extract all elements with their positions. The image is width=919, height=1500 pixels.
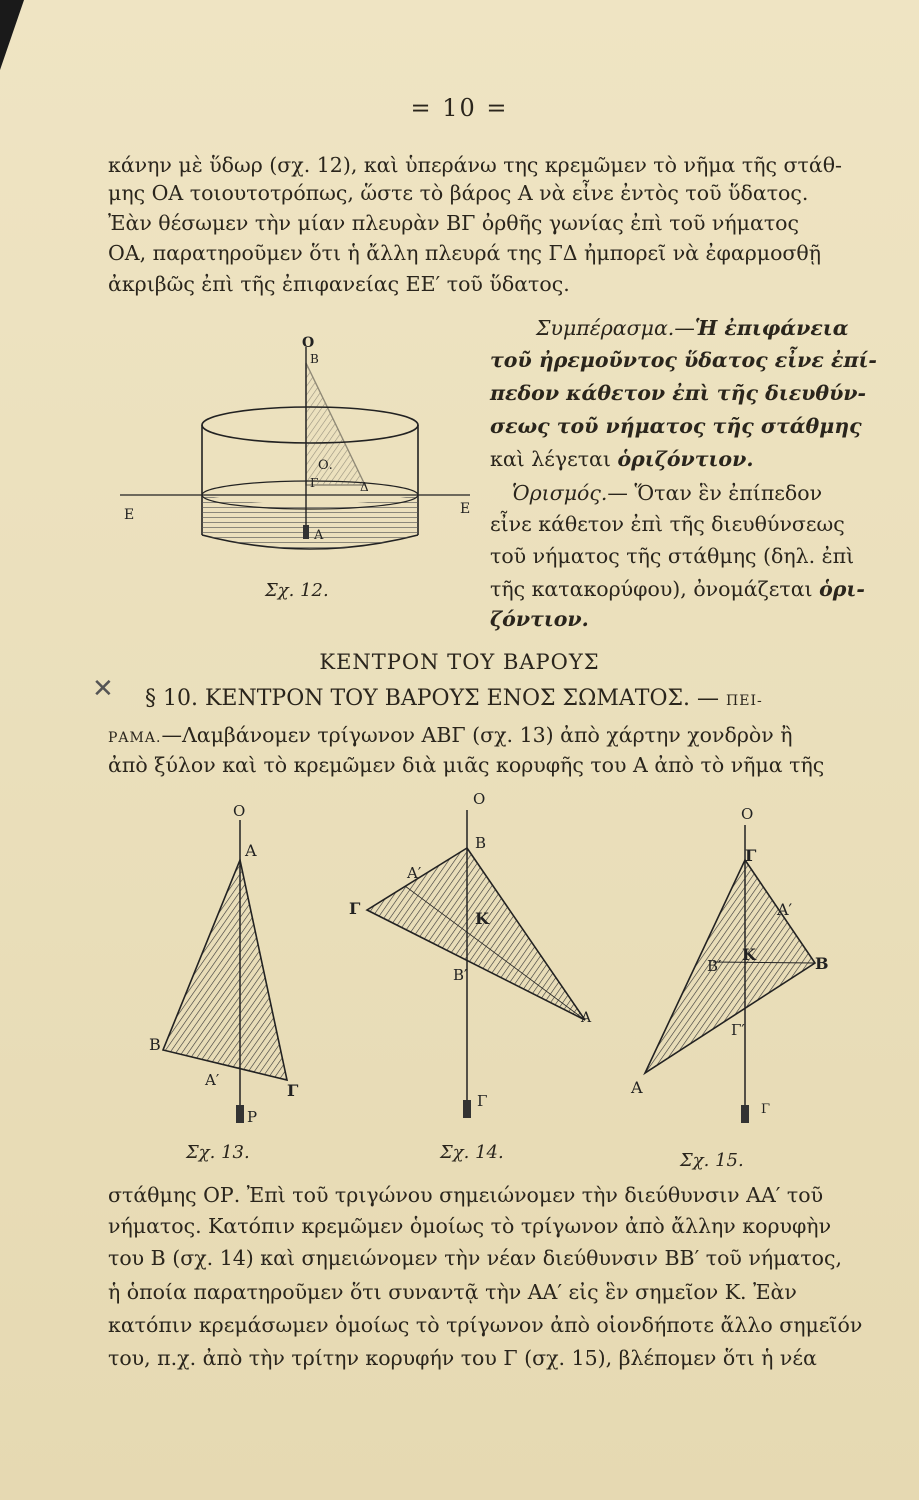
- text-line: νήματος. Κατόπιν κρεμῶμεν ὁμοίως τὸ τρίγωνον ἀπὸ ἄλλην κορυφὴν: [108, 1214, 832, 1238]
- text-line: Ἐὰν θέσωμεν τὴν μίαν πλευρὰν ΒΓ ὀρθῆς γωνίας ἐπὶ τοῦ νήματος: [108, 211, 800, 235]
- fig14-label-a: Α: [581, 1010, 592, 1026]
- fig13-label-a2: Α′: [205, 1071, 220, 1089]
- fig12-label-o: Ο: [302, 335, 315, 351]
- conclusion-label: Συμπέρασμα.: [536, 316, 675, 340]
- fig15-label-k: Κ: [742, 945, 756, 964]
- fig15-label-a: Α: [631, 1078, 643, 1097]
- triangle-abg: [645, 860, 815, 1073]
- page-number: = 10 =: [410, 94, 509, 122]
- water-body: [202, 495, 418, 549]
- fig15-label-b: Β: [815, 954, 829, 973]
- fig13-label-p: Ρ: [247, 1108, 258, 1126]
- definition-text: εἶνε κάθετον ἐπὶ τῆς διευθύνσεως: [490, 512, 845, 536]
- fig15-label-g3: Γ: [761, 1102, 771, 1117]
- fig15-label-o: Ο: [741, 805, 754, 823]
- fig12-label-a: Α: [314, 528, 324, 543]
- fig14-label-k: Κ: [475, 909, 489, 928]
- fig12-label-e: Ε: [124, 507, 135, 523]
- section-label: ΠΕΙ-: [726, 693, 763, 709]
- fig13-label-o: Ο: [233, 802, 246, 820]
- fig15-label-a2: Α′: [777, 900, 793, 919]
- fig14-label-a2: Α′: [407, 864, 422, 882]
- section-title: § 10. ΚΕΝΤΡΟΝ ΤΟΥ ΒΑΡΟΥΣ ΕΝΟΣ ΣΩΜΑΤΟΣ.: [145, 686, 691, 711]
- section-heading: ΚΕΝΤΡΟΝ ΤΟΥ ΒΑΡΟΥΣ: [319, 650, 600, 674]
- figure-15-caption: Σχ. 15.: [680, 1150, 744, 1171]
- conclusion-text: σεως τοῦ νήματος τῆς στάθμης: [490, 414, 862, 438]
- pencil-mark: ✕: [92, 674, 114, 704]
- text-line: ΡΑΜΑ.—Λαμβάνομεν τρίγωνον ΑΒΓ (σχ. 13) ἀπὸ χάρτην χονδρὸν ἢ: [108, 723, 793, 747]
- text-line: ἀκριβῶς ἐπὶ τῆς ἐπιφανείας ΕΕ′ τοῦ ὕδατος.: [108, 272, 570, 296]
- definition-text: Ὁρισμός.— Ὅταν ἓν ἐπίπεδον: [512, 481, 823, 505]
- definition-label: Ὁρισμός.: [512, 481, 608, 505]
- torn-corner: [0, 0, 24, 70]
- conclusion-text: καὶ λέγεται ὁριζόντιον.: [490, 447, 754, 471]
- fig14-label-b2: Β′: [453, 966, 468, 984]
- definition-text: τοῦ νήματος τῆς στάθμης (δηλ. ἐπὶ: [490, 544, 855, 568]
- fig12-label-d: Δ: [360, 480, 369, 494]
- fig12-label-e2: Ε: [460, 501, 471, 517]
- figure-12-vessel: [110, 335, 490, 595]
- figure-14-caption: Σχ. 14.: [440, 1142, 504, 1163]
- figure-14: [345, 790, 605, 1130]
- text-line: κάνην μὲ ὕδωρ (σχ. 12), καὶ ὑπεράνω της κρεμῶμεν τὸ νῆμα τῆς στάθ-: [108, 153, 842, 177]
- figure-13-caption: Σχ. 13.: [186, 1142, 250, 1163]
- fig14-label-g2: Γ: [477, 1092, 488, 1110]
- section-label: ΡΑΜΑ.: [108, 730, 162, 746]
- text-line: ἀπὸ ξύλον καὶ τὸ κρεμῶμεν διὰ μιᾶς κορυφῆς του Α ἀπὸ τὸ νῆμα τῆς: [108, 753, 825, 777]
- conclusion-text: πεδον κάθετον ἐπὶ τῆς διευθύν-: [490, 381, 867, 405]
- fig14-label-g: Γ: [349, 899, 361, 918]
- text-line: μης ΟΑ τοιουτοτρόπως, ὥστε τὸ βάρος Α νὰ εἶνε ἐντὸς τοῦ ὕδατος.: [108, 181, 809, 205]
- definition-text: ζόντιον.: [490, 607, 589, 631]
- fig13-label-g: Γ: [287, 1081, 299, 1100]
- triangle-abg: [163, 860, 287, 1080]
- figure-12-caption: Σχ. 12.: [265, 580, 329, 601]
- text-line: ἡ ὁποία παρατηροῦμεν ὅτι συναντᾷ τὴν ΑΑ′ εἰς ἓν σημεῖον Κ. Ἐὰν: [108, 1280, 797, 1304]
- fig15-label-b2: Β′: [707, 957, 722, 975]
- text-line: του Β (σχ. 14) καὶ σημειώνομεν τὴν νέαν διεύθυνσιν ΒΒ′ τοῦ νήματος,: [108, 1246, 842, 1270]
- fig15-label-g2: Γ′: [731, 1021, 745, 1039]
- fig13-label-a: Α: [245, 841, 257, 860]
- triangle-abg: [367, 848, 585, 1020]
- text-line: ΟΑ, παρατηροῦμεν ὅτι ἡ ἄλλη πλευρά της ΓΔ ἠμπορεῖ νὰ ἐφαρμοσθῇ: [108, 241, 822, 265]
- conclusion-text: τοῦ ἠρεμοῦντος ὕδατος εἶνε ἐπί-: [490, 348, 877, 372]
- fig13-label-b: Β: [149, 1035, 161, 1054]
- section-title-line: § 10. ΚΕΝΤΡΟΝ ΤΟΥ ΒΑΡΟΥΣ ΕΝΟΣ ΣΩΜΑΤΟΣ. — ΠΕΙ-: [145, 686, 763, 711]
- fig15-label-g: Γ: [745, 846, 757, 865]
- text-line: κατόπιν κρεμάσωμεν ὁμοίως τὸ τρίγωνον ἀπὸ οἱονδήποτε ἄλλο σημεῖόν: [108, 1313, 863, 1337]
- fig14-label-o: Ο: [473, 790, 486, 808]
- definition-text: τῆς κατακορύφου), ὀνομάζεται ὁρι-: [490, 577, 865, 601]
- fig12-label-o2: Ο.: [318, 458, 333, 473]
- set-square: [306, 363, 365, 485]
- fig14-label-b: Β: [475, 834, 487, 852]
- figure-13: [145, 800, 345, 1140]
- text-line: στάθμης ΟΡ. Ἐπὶ τοῦ τριγώνου σημειώνομεν τὴν διεύθυνσιν ΑΑ′ τοῦ: [108, 1183, 824, 1207]
- text-line: του, π.χ. ἀπὸ τὴν τρίτην κορυφήν του Γ (σχ. 15), βλέπομεν ὅτι ἡ νέα: [108, 1346, 817, 1370]
- conclusion-text: Συμπέρασμα.—Ἡ ἐπιφάνεια: [536, 316, 849, 340]
- fig12-label-b: Β: [310, 352, 319, 366]
- fig12-label-g: Γ: [310, 476, 319, 490]
- figure-15: [625, 805, 855, 1135]
